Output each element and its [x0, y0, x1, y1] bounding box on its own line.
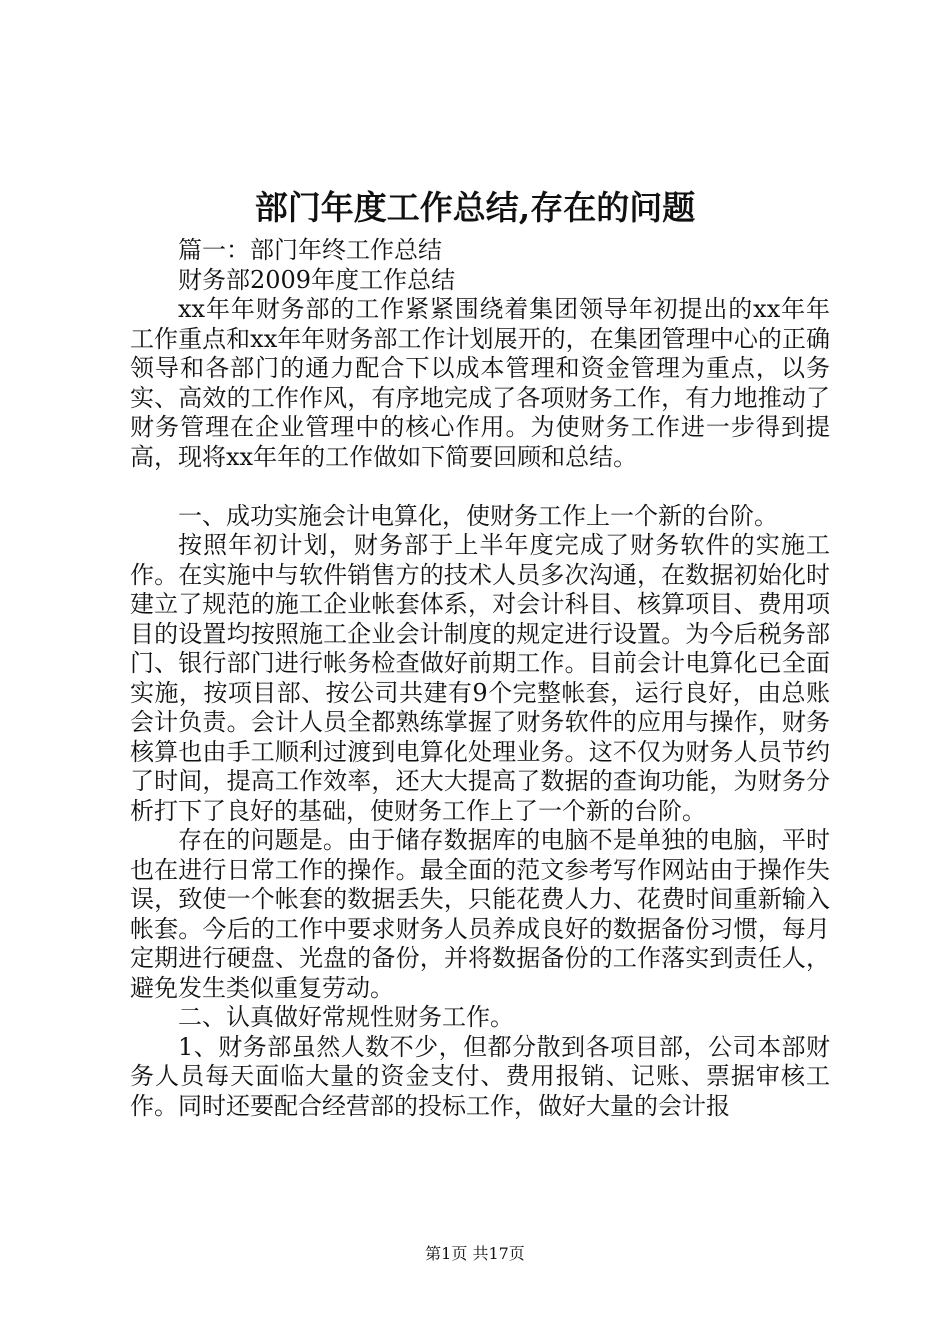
report-title: 财务部2009年度工作总结 — [178, 265, 456, 294]
page-footer: 第1页 共17页 — [425, 1244, 525, 1263]
section-heading: 篇一：部门年终工作总结 — [178, 236, 442, 264]
section-heading: 一、成功实施会计电算化，使财务工作上一个新的台阶。 — [178, 501, 778, 530]
body-paragraph: xx年年财务部的工作紧紧围绕着集团领导年初提出的xx年年工作重点和xx年年财务部工作计划展开的，在集团管理中心的正确领导和各部门的通力配合下以成本管理和资金管理为重点，以务实、高效的工作作风，有序地完成了各项财务工作，有力地推动了财务管理在企业管理中的核心作用。为使财务工作进一步得到提高，现将xx年年的工作做如下简要回顾和总结。 — [130, 295, 830, 471]
document-body — [130, 236, 830, 1121]
body-paragraph: 按照年初计划，财务部于上半年度完成了财务软件的实施工作。在实施中与软件销售方的技术人员多次沟通，在数据初始化时建立了规范的施工企业帐套体系，对会计科目、核算项目、费用项目的设置均按照施工企业会计制度的规定进行设置。为今后税务部门、银行部门进行帐务检查做好前期工作。目前会计电算化已全面实施，按项目部、按公司共建有9个完整帐套，运行良好，由总账会计负责。会计人员全都熟练掌握了财务软件的应用与操作，财务核算也由手工顺利过渡到电算化处理业务。这不仅为财务人员节约了时间，提高工作效率，还大大提高了数据的查询功能，为财务分析打下了良好的基础，使财务工作上了一个新的台阶。 — [130, 531, 830, 825]
body-paragraph: 1、财务部虽然人数不少，但都分散到各项目部，公司本部财务人员每天面临大量的资金支付、费用报销、记账、票据审核工作。同时还要配合经营部的投标工作，做好大量的会计报 — [130, 1032, 830, 1120]
body-paragraph: 存在的问题是。由于储存数据库的电脑不是单独的电脑，平时也在进行日常工作的操作。最全面的范文参考写作网站由于操作失误，致使一个帐套的数据丢失，只能花费人力、花费时间重新输入帐套。今后的工作中要求财务人员养成良好的数据备份习惯，每月定期进行硬盘、光盘的备份，并将数据备份的工作落实到责任人，避免发生类似重复劳动。 — [130, 826, 830, 1002]
document-title: 部门年度工作总结,存在的问题 — [254, 188, 696, 227]
section-heading: 二、认真做好常规性财务工作。 — [178, 1003, 514, 1031]
